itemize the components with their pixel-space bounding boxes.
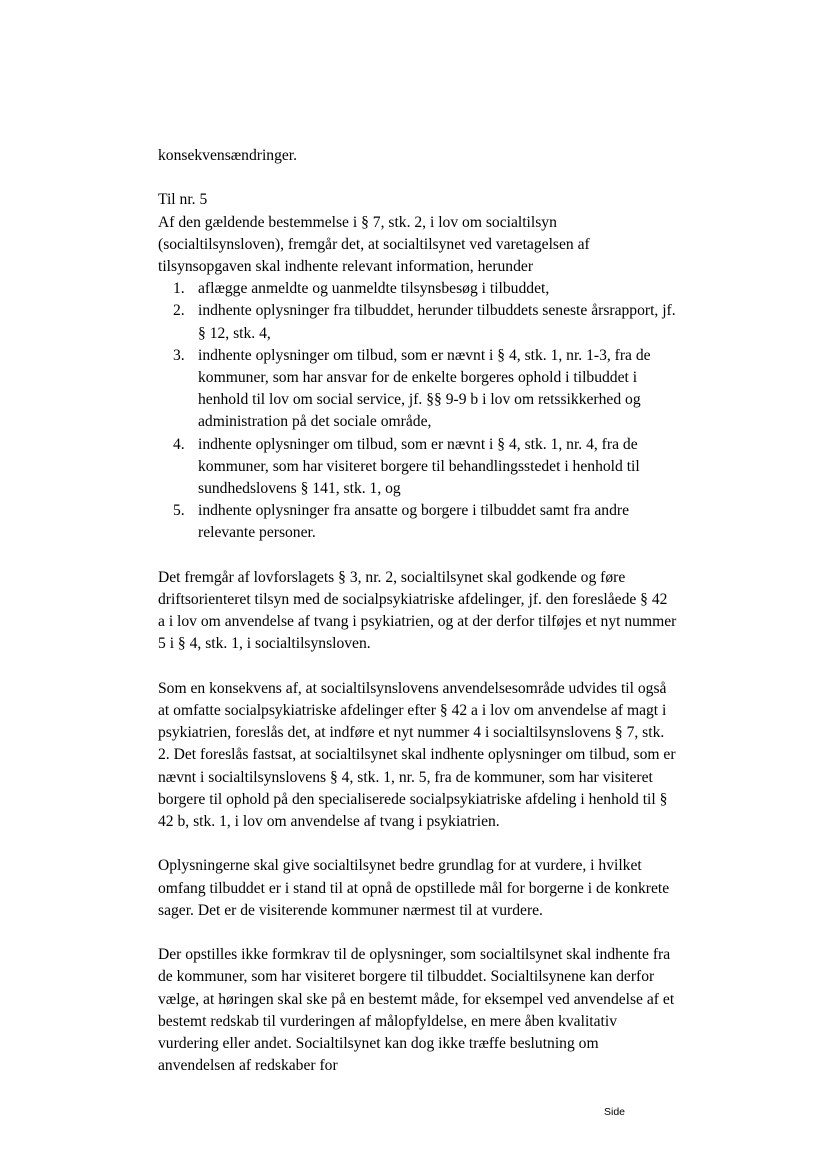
list-item [158,345,678,434]
spacer [158,833,678,855]
list-item [158,300,678,344]
body-paragraph: Oplysningerne skal give socialtilsynet bedre grundlag for at vurdere, i hvilket omfang tilbuddet er i stand til at opnå de opstillede mål for borgerne i de konkrete sager. Det er de visiterende kommuner nærmest til at vurdere. [158,857,670,919]
list-item-text: aflægge anmeldte og uanmeldte tilsynsbesøg i tilbuddet, [198,280,550,298]
list-item-text: indhente oplysninger om tilbud, som er nævnt i § 4, stk. 1, nr. 1-3, fra de kommuner, som har ansvar for de enkelte borgeres ophold i tilbuddet i henhold til lov om social service, jf. §§ 9-9 b i lov om retssikkerhed og administration på det sociale område, [198,346,651,431]
lead-line: konsekvensændringer. [158,147,298,164]
spacer [158,922,678,944]
spacer [158,656,678,678]
list-item-text: indhente oplysninger fra tilbuddet, herunder tilbuddets seneste årsrapport, jf. § 12, stk. 4, [198,302,676,342]
list-item [158,278,678,300]
list-item-number: 2. [173,302,185,320]
document-body [158,145,678,1077]
numbered-list [158,278,678,544]
list-item-number: 3. [173,346,185,364]
section-heading: Til nr. 5 [158,191,208,209]
page-footer-label: Side [604,1106,626,1118]
list-item-text: indhente oplysninger fra ansatte og borgere i tilbuddet samt fra andre relevante personer. [198,502,629,542]
body-paragraph: Det fremgår af lovforslagets § 3, nr. 2, socialtilsynet skal godkende og føre driftsorienteret tilsyn med de socialpsykiatriske afdelinger, jf. den foreslåede § 42 a i lov om anvendelse af tvang i psykiatrien, og at der derfor tilføjes et nyt nummer 5 i § 4, stk. 1, i socialtilsynsloven. [158,568,677,653]
list-item-text: indhente oplysninger om tilbud, som er nævnt i § 4, stk. 1, nr. 4, fra de kommuner, som har visiteret borgere til behandlingsstedet i henhold til sundhedslovens § 141, stk. 1, og [198,435,640,498]
list-item-number: 5. [173,502,185,520]
list-item-number: 1. [173,280,185,298]
list-item [158,434,678,501]
body-paragraph: Der opstilles ikke formkrav til de oplysninger, som socialtilsynet skal indhente fra de kommuner, som har visiteret borgere til tilbuddet. Socialtilsynene kan derfor vælge, at høringen skal ske på en bestemt måde, for eksempel ved anvendelse af et bestemt redskab til vurderingen af målopfyldelse, en mere åben kvalitativ vurdering eller andet. Socialtilsynet kan dog ikke træffe beslutning om anvendelsen af redskaber for [158,946,675,1075]
list-item-number: 4. [173,435,185,453]
body-paragraph: Som en konsekvens af, at socialtilsynslovens anvendelsesområde udvides til også at omfatte socialpsykiatriske afdelinger efter § 42 a i lov om anvendelse af magt i psykiatrien, foreslås det, at indføre et nyt nummer 4 i socialtilsynslovens § 7, stk. 2. Det foreslås fastsat, at socialtilsynet skal indhente oplysninger om tilbud, som er nævnt i socialtilsynslovens § 4, stk. 1, nr. 5, fra de kommuner, som har visiteret borgere til ophold på den specialiserede socialpsykiatriske afdeling i henhold til § 42 b, stk. 1, i lov om anvendelse af tvang i psykiatrien. [158,679,676,831]
list-item [158,500,678,544]
spacer [158,545,678,567]
intro-paragraph: Af den gældende bestemmelse i § 7, stk. 2, i lov om socialtilsyn (socialtilsynsloven), fremgår det, at socialtilsynet ved varetagelsen af tilsynsopgaven skal indhente relevant information, herunder [158,213,590,275]
spacer [158,167,678,189]
